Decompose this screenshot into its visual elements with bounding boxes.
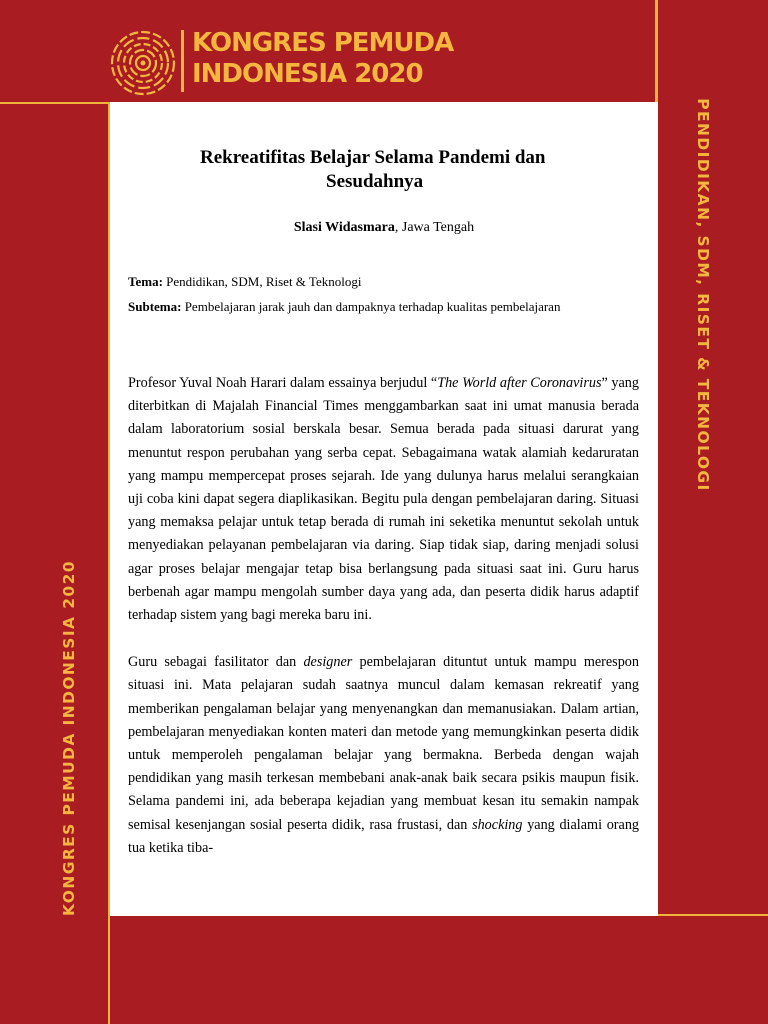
p2-text-c: yang dialami orang tua ketika tiba- xyxy=(128,816,640,856)
article-title xyxy=(200,146,600,194)
author-line xyxy=(110,220,658,236)
author-region: , Jawa Tengah xyxy=(394,220,475,235)
side-label-topic: PENDIDIKAN, SDM, RISET & TEKNOLOGI xyxy=(694,98,712,492)
article-page xyxy=(110,102,658,916)
brand-line-2: INDONESIA 2020 xyxy=(192,59,423,89)
brand-line-1: KONGRES PEMUDA xyxy=(192,28,454,58)
p1-text-b: ” yang diterbitkan di Majalah Financial Times menggambarkan saat ini umat manusia berada dalam laboratorium sosial berskala besar. Semua berada pada situasi darurat yang menuntut respon perubahan yang serba cepat. Sebagaimana watak alamiah kedaruratan yang mampu mempercepat proses sejarah. Ide yang dulunya harus melalui serangkaian uji coba kini dapat segera diaplikasikan. Begitu pula dengan pembelajaran daring. Situasi yang memaksa pelajar untuk tetap berada di rumah ini seketika menuntut sekolah untuk menyediakan pelayanan pembelajaran via daring. Siap tidak siap, daring menjadi solusi agar proses belajar mengajar tetap bisa berlangsung pada situasi saat ini. Guru harus berbenah agar mampu mengolah sumber daya yang ada, dan peserta didik harus adaptif terhadap sistem yang bagi mereka baru ini. xyxy=(128,375,639,624)
tema-line xyxy=(128,274,361,290)
side-label-event: KONGRES PEMUDA INDONESIA 2020 xyxy=(60,560,78,916)
title-line-2: Sesudahnya xyxy=(326,171,424,192)
brand-title xyxy=(192,28,453,90)
subtema-value: Pembelajaran jarak jauh dan dampaknya terhadap kualitas pembelajaran xyxy=(181,299,561,314)
logo-icon xyxy=(110,30,176,96)
author-name: Slasi Widasmara xyxy=(293,220,395,235)
p2-text-b: pembelajaran dituntut untuk mampu merespon situasi ini. Mata pelajaran sudah saatnya muncul dalam kemasan rekreatif yang memberikan pengalaman belajar yang menyenangkan dan memanusiakan. Dalam artian, pembelajaran menyediakan konten materi dan metode yang memungkinkan peserta didik untuk memperoleh pengalaman belajar yang bermakna. Berbeda dengan wajah pendidikan yang masih terkesan membebani anak-anak baik secara psikis maupun fisik. Selama pandemi ini, ada beberapa kejadian yang membuat kesan itu semakin nampak semisal kesenjangan sosial peserta didik, rasa frustasi, dan xyxy=(128,654,639,833)
paragraph-1 xyxy=(128,372,639,627)
subtema-line xyxy=(128,299,560,315)
gold-border-top xyxy=(0,102,110,104)
p2-italic-2: shocking xyxy=(472,816,523,833)
article-body xyxy=(128,372,639,884)
p2-text-a: Guru sebagai fasilitator dan xyxy=(128,654,304,671)
gold-border-right-top xyxy=(655,0,658,102)
tema-label: Tema: xyxy=(128,274,163,289)
title-line-1: Rekreatifitas Belajar Selama Pandemi dan xyxy=(200,147,546,168)
subtema-label: Subtema: xyxy=(128,299,182,314)
brand-divider xyxy=(181,30,184,92)
p2-italic-1: designer xyxy=(303,654,353,671)
p1-italic: The World after Coronavirus xyxy=(437,375,602,391)
p1-text-a: Profesor Yuval Noah Harari dalam essainya berjudul “ xyxy=(128,375,438,391)
paragraph-2 xyxy=(128,651,639,860)
tema-value: Pendidikan, SDM, Riset & Teknologi xyxy=(162,274,362,289)
gold-border-bottom xyxy=(658,914,768,916)
